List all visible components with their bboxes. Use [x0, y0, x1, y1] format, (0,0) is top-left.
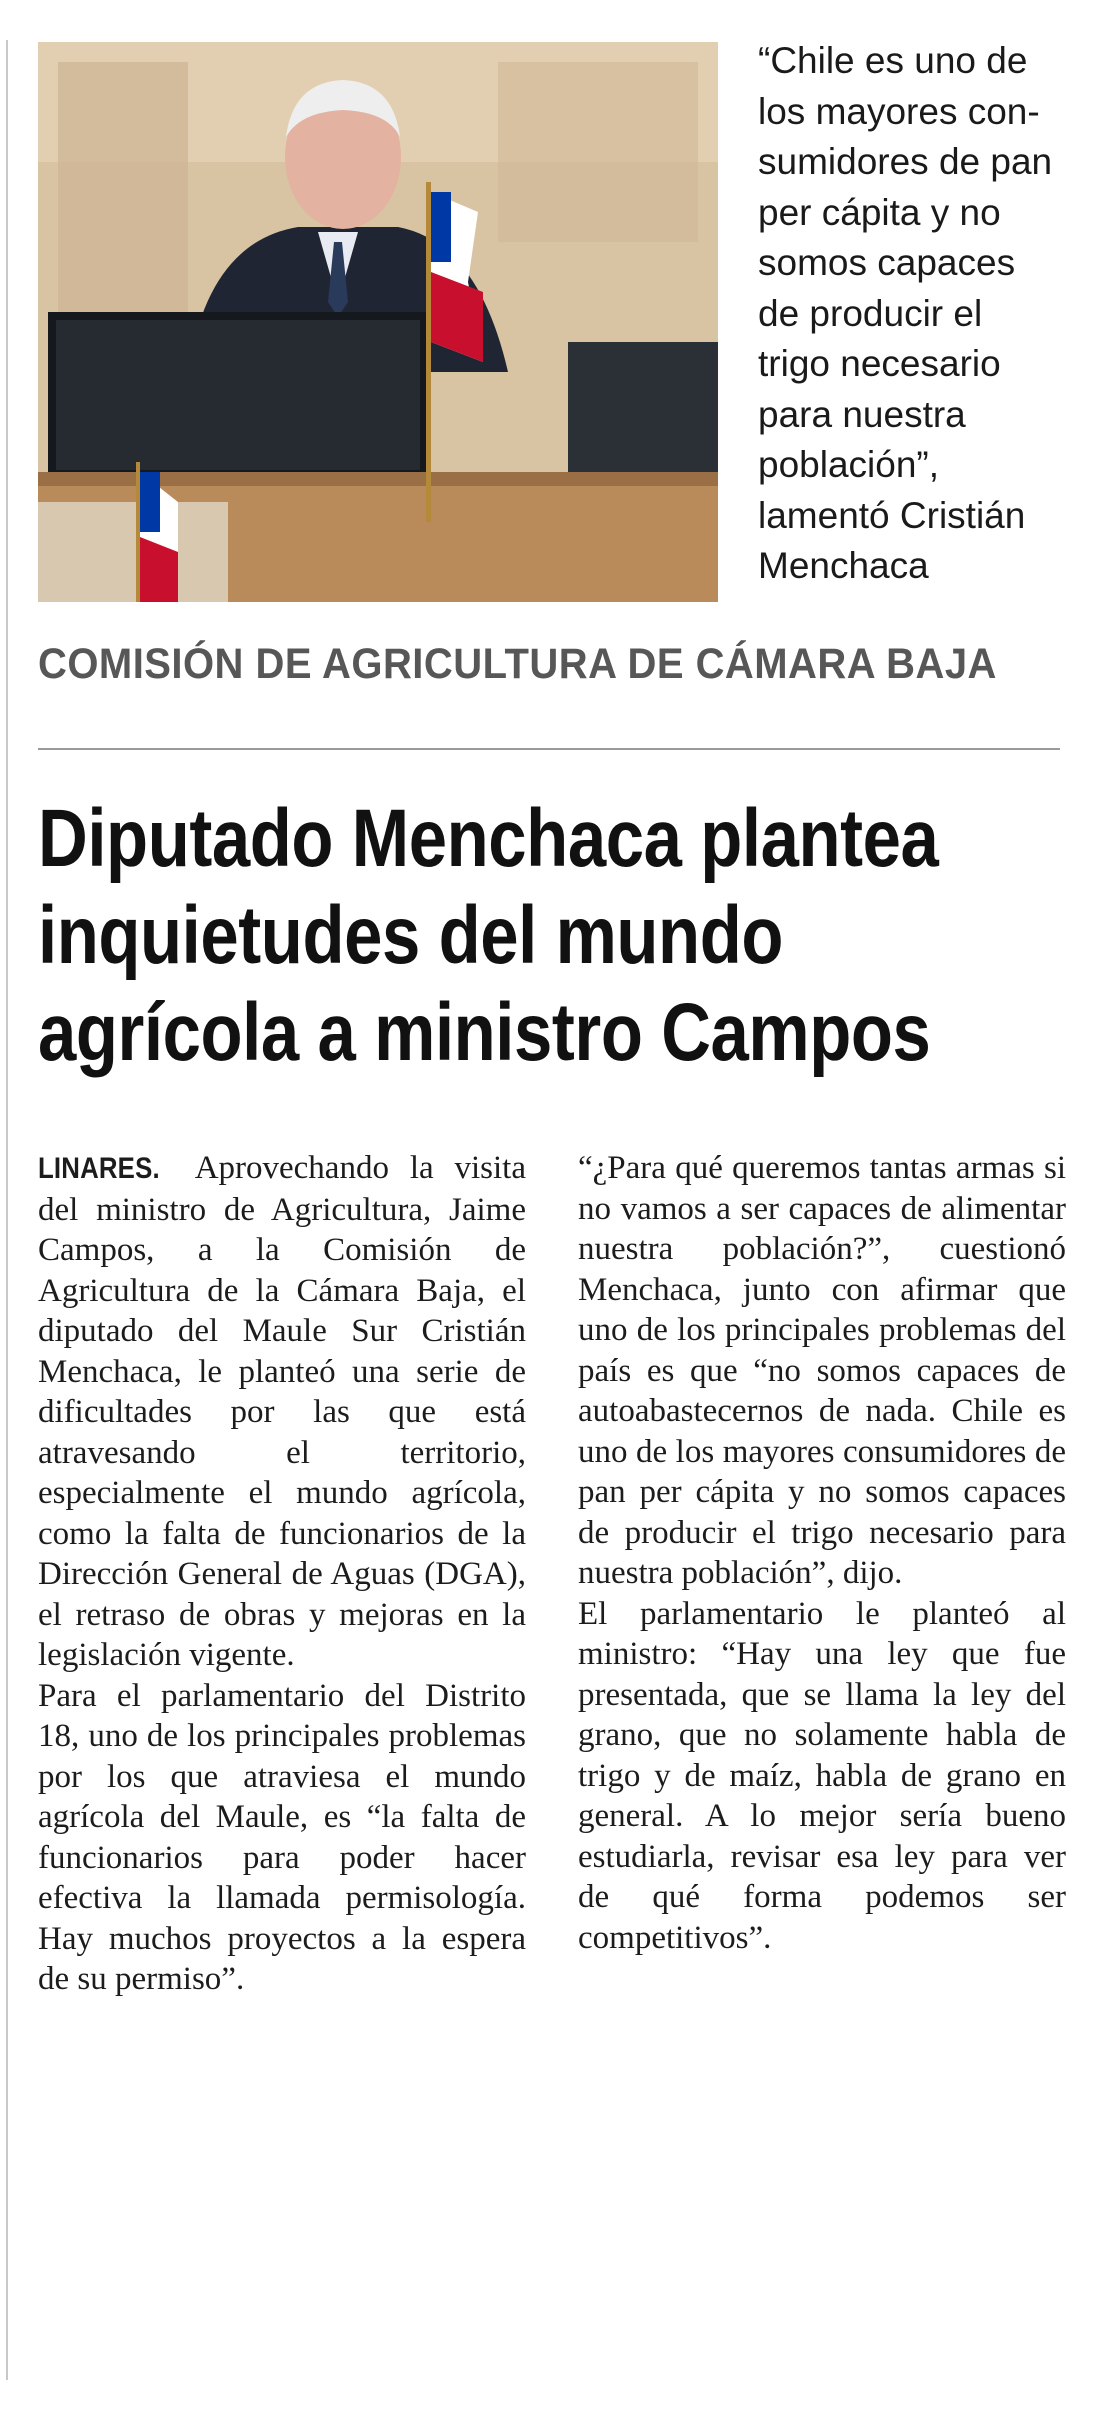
article-photo [38, 42, 718, 602]
section-kicker: COMISIÓN DE AGRICULTURA DE CÁMARA BAJA [38, 640, 997, 688]
kicker-divider [38, 748, 1060, 750]
paragraph-4: El parlamentario le planteó al ministro: “Hay una ley que fue presentada, que se llama la ley del grano, que no solamente habla de trigo y de maíz, habla de grano en general. A lo mejor sería bueno estudiarla, revisar esa ley para ver de qué forma podemos ser competitivos”. [578, 1595, 1066, 1956]
paragraph-3: “¿Para qué queremos tantas armas si no vamos a ser capaces de alimentar nuestra población?”, cuestionó Menchaca, junto con afirmar que uno de los principales problemas del país es que “no somos capaces de autoabastecernos de nada. Chile es uno de los mayores consumidores de pan per cápita y no somos capaces de producir el trigo necesario para nuestra población”, dijo. [578, 1150, 1066, 1591]
column-rule [6, 40, 8, 2380]
paragraph-2: Para el parlamentario del Distrito 18, uno de los principales problemas por los que atraviesa el mundo agrícola del Maule, es “la falta de funcionarios para poder hacer efectiva la llamada permisología. Hay muchos proyectos a la espera de su permiso”. [38, 1677, 526, 1997]
photo-caption: “Chile es uno de los mayores con- sumidores de pan per cápita y no somos capaces de producir el trigo necesario para nuestra población”, lamentó Cristián Menchaca [758, 40, 1053, 586]
headline: Diputado Menchaca plantea inquietudes del mundo agrícola a ministro Campos [38, 793, 939, 1078]
deputy-photo-illustration [38, 42, 718, 602]
paragraph-1 [38, 1148, 526, 1676]
paragraph-1-text: Aprovechando la visita del ministro de Agricultura, Jaime Campos, a la Comisión de Agricultura de la Cámara Baja, el diputado del Maule Sur Cristián Menchaca, le planteó una serie de dificultades por las que está atravesando el territorio, especialmente el mundo agrícola, como la falta de funcionarios de la Dirección General de Aguas (DGA), el retraso de obras y mejoras en la legislación vigente. [38, 1150, 526, 1673]
dateline: LINARES. [38, 1152, 160, 1185]
article-column-right [578, 1148, 1066, 1958]
article-column-left [38, 1148, 526, 2000]
